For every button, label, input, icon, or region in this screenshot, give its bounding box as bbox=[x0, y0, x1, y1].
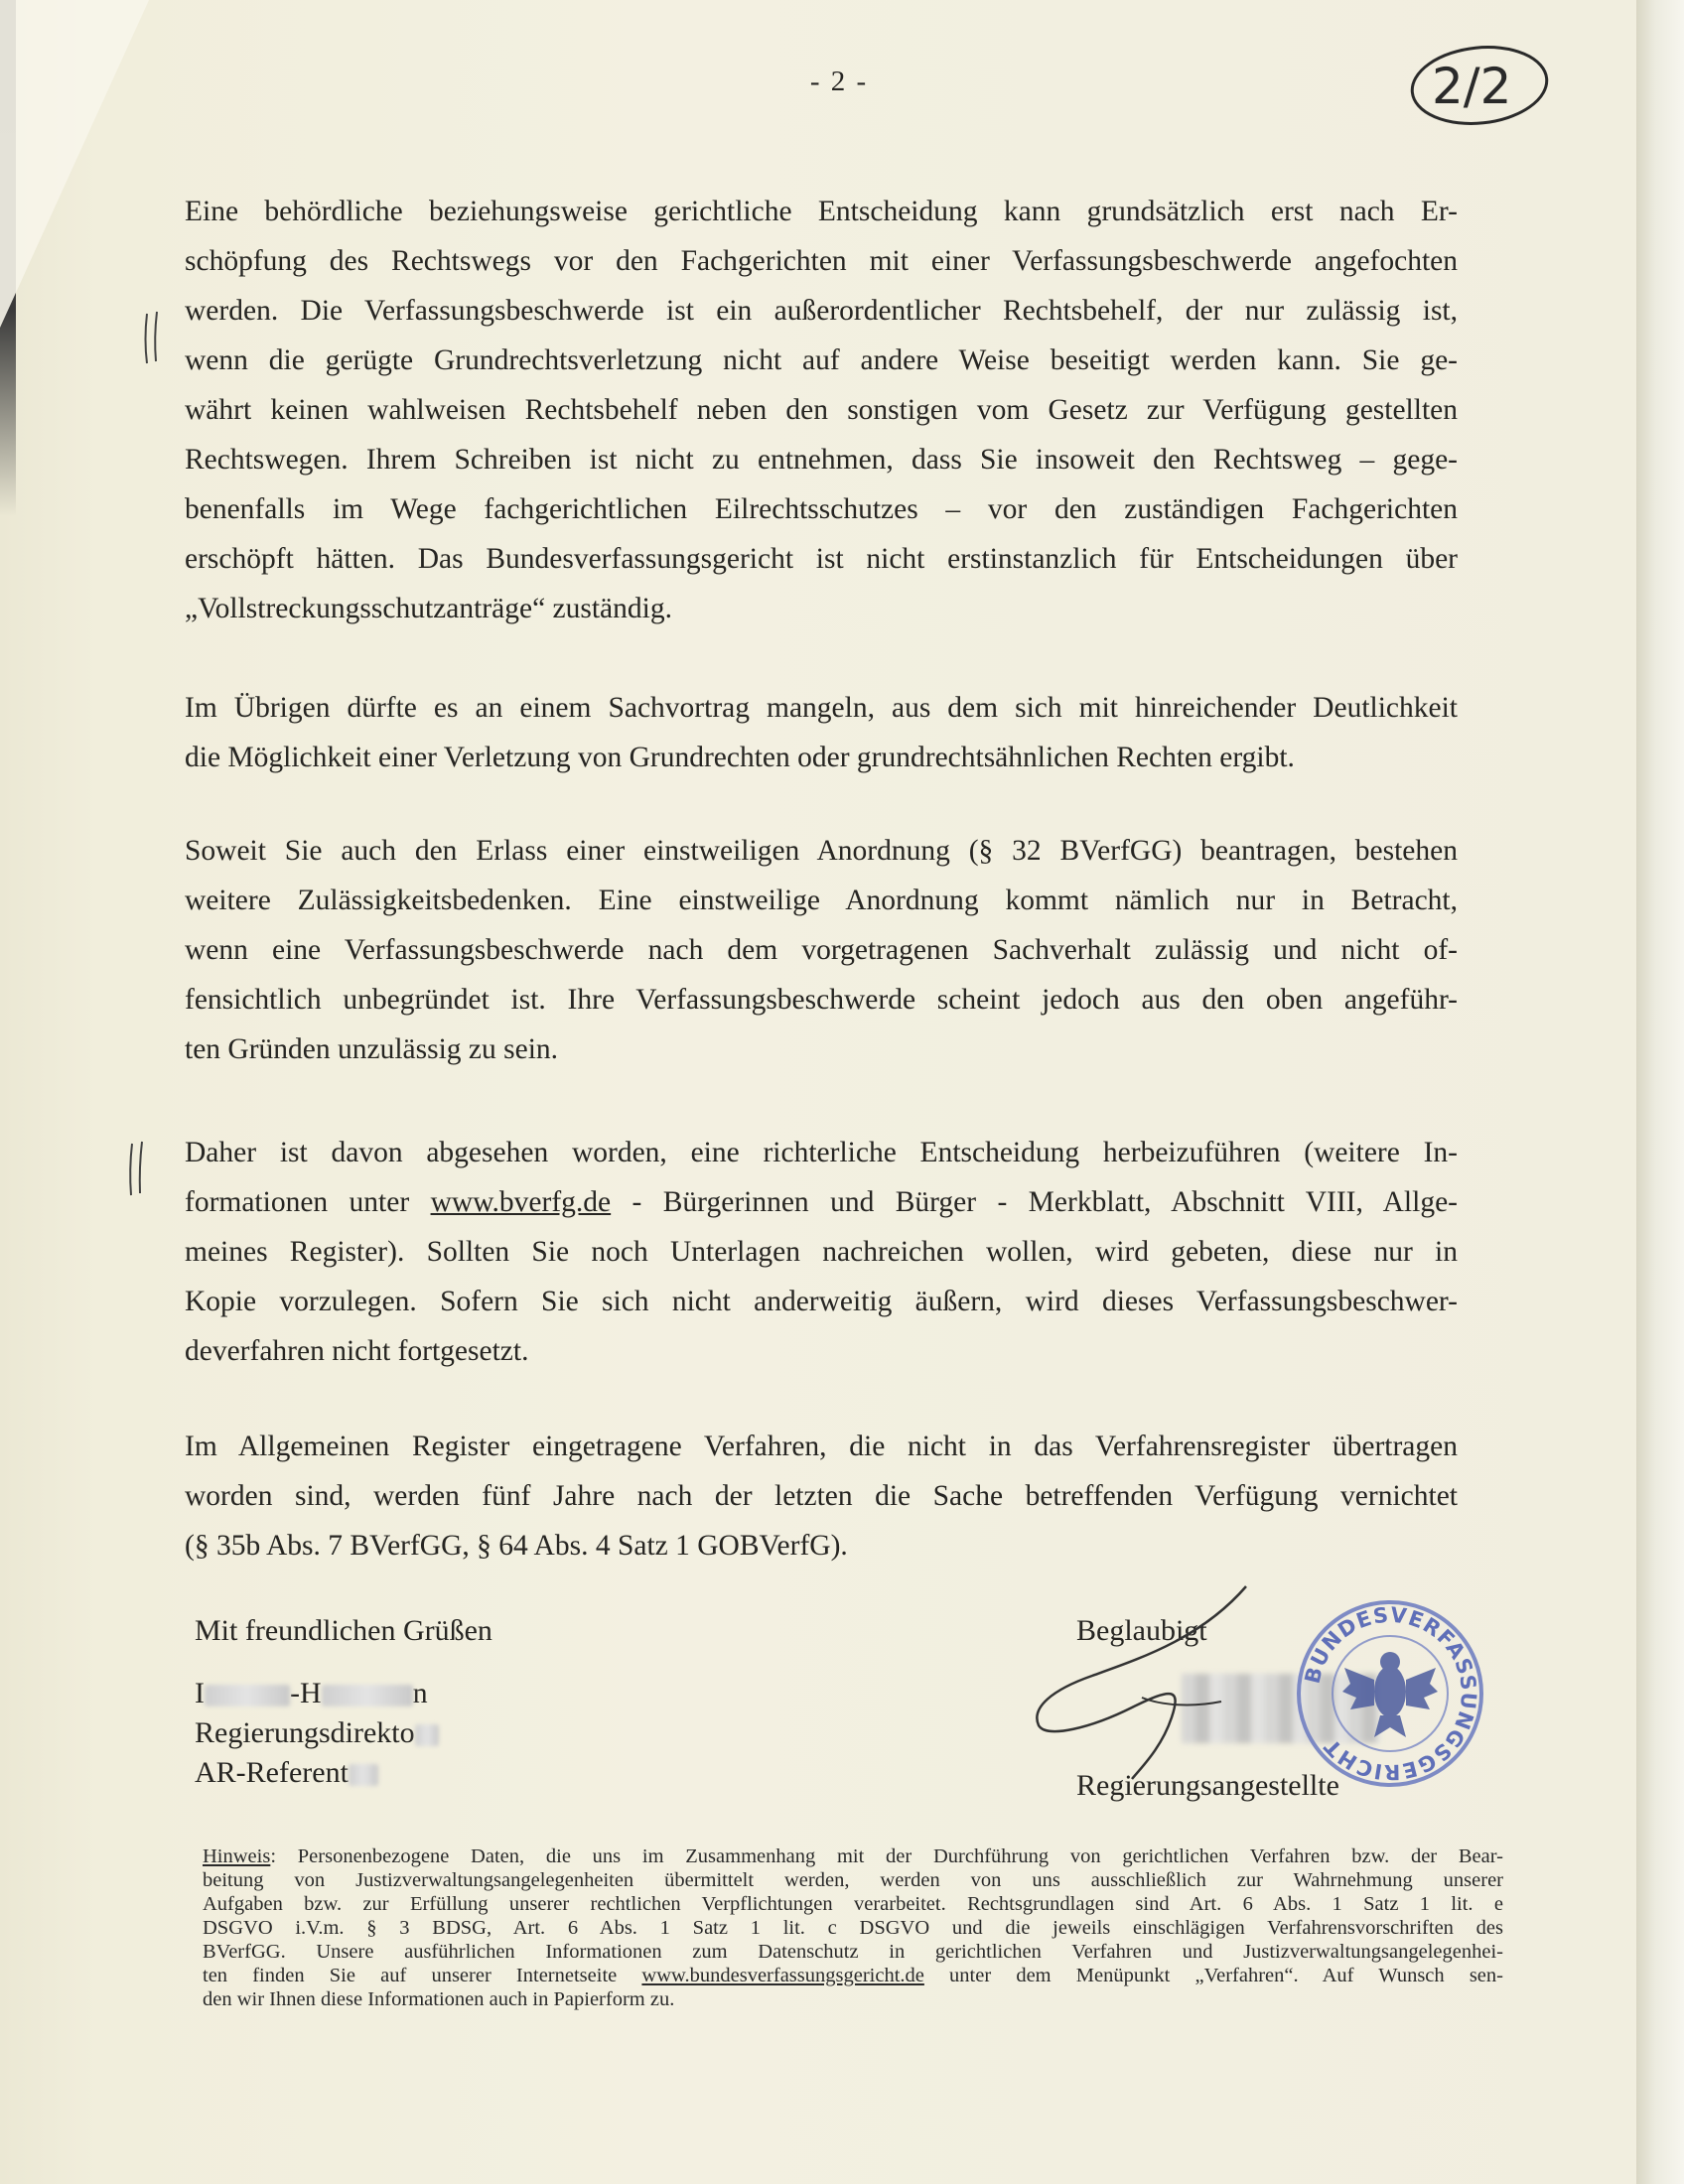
text-line: Aufgaben bzw. zur Erfüllung unserer rechtlichen Verpflichtungen verarbeitet. Rechtsgrundlagen sind Art. 6 Abs. 1 Satz 1 lit. e bbox=[203, 1893, 1503, 1915]
text-line: Im Übrigen dürfte es an einem Sachvortrag mangeln, aus dem sich mit hinreichender Deutlichkeit bbox=[185, 692, 1458, 724]
bverfg-link[interactable]: www.bverfg.de bbox=[430, 1186, 612, 1218]
certification-role: Regierungsangestellte bbox=[1076, 1769, 1339, 1802]
redacted-text bbox=[205, 1685, 290, 1706]
signer-role: AR-Referent bbox=[195, 1753, 439, 1793]
signer-block bbox=[195, 1674, 439, 1793]
signer-name: I -H n bbox=[195, 1677, 428, 1709]
court-seal bbox=[1291, 1594, 1489, 1793]
text-line: erschöpft hätten. Das Bundesverfassungsgericht ist nicht erstinstanzlich für Entscheidungen über bbox=[185, 543, 1458, 575]
text-line: benenfalls im Wege fachgerichtlichen Eilrechtsschutzes – vor den zuständigen Fachgerichten bbox=[185, 493, 1458, 525]
page-marker-text: 2/2 bbox=[1432, 58, 1512, 115]
text-line: Im Allgemeinen Register eingetragene Verfahren, die nicht in das Verfahrensregister übertragen bbox=[185, 1431, 1458, 1462]
text-segment: formationen unter bbox=[185, 1186, 431, 1218]
text-line: werden. Die Verfassungsbeschwerde ist ein außerordentlicher Rechtsbehelf, der nur zulässig ist, bbox=[185, 295, 1458, 327]
paragraph-decision bbox=[185, 1128, 1458, 1376]
seal-text: BUNDESVERFASSUNGSGERICHT bbox=[1300, 1602, 1481, 1785]
text-line: wenn eine Verfassungsbeschwerde nach dem vorgetragenen Sachverhalt zulässig und nicht of- bbox=[185, 934, 1458, 966]
text-line: DSGVO i.V.m. § 3 BDSG, Art. 6 Abs. 1 Satz 1 lit. c DSGVO und die jeweils einschlägigen Verfahrensvorschriften des bbox=[203, 1917, 1503, 1939]
folded-corner bbox=[0, 0, 149, 328]
text-line: Hinweis: Personenbezogene Daten, die uns im Zusammenhang mit der Durchführung von gerichtlichen Verfahren bzw. der Bear- bbox=[203, 1845, 1503, 1867]
text-line: Rechtswegen. Ihrem Schreiben ist nicht zu entnehmen, dass Sie insoweit den Rechtsweg – gege- bbox=[185, 444, 1458, 476]
text-line: „Vollstreckungsschutzanträge“ zuständig. bbox=[185, 593, 672, 624]
text-line: Eine behördliche beziehungsweise gerichtliche Entscheidung kann grundsätzlich erst nach Er- bbox=[185, 196, 1458, 227]
text-line bbox=[185, 1177, 1458, 1227]
closing-greeting: Mit freundlichen Grüßen bbox=[195, 1614, 492, 1647]
text-line: Kopie vorzulegen. Sofern Sie sich nicht anderweitig äußern, wird dieses Verfassungsbeschwer- bbox=[185, 1286, 1458, 1317]
text-line: beitung von Justizverwaltungsangelegenheiten übermittelt werden, werden von uns ausschließlich zur Wahrnehmung unserer bbox=[203, 1869, 1503, 1891]
text-line: ten Gründen unzulässig zu sein. bbox=[185, 1033, 559, 1065]
text-line: Soweit Sie auch den Erlass einer einstweiligen Anordnung (§ 32 BVerfGG) beantragen, bestehen bbox=[185, 835, 1458, 867]
redacted-text bbox=[415, 1724, 439, 1746]
text-line: wenn die gerügte Grundrechtsverletzung nicht auf andere Weise beseitigt werden kann. Sie ge- bbox=[185, 344, 1458, 376]
paragraph-legal-remedy bbox=[185, 187, 1458, 633]
notice-label: Hinweis bbox=[203, 1845, 271, 1867]
paragraph-injunction bbox=[185, 826, 1458, 1074]
redacted-text bbox=[322, 1685, 413, 1706]
text-line: fensichtlich unbegründet ist. Ihre Verfassungsbeschwerde scheint jedoch aus den oben angeführ- bbox=[185, 984, 1458, 1016]
margin-annotation-mark bbox=[123, 1140, 153, 1199]
text-line: BVerfGG. Unsere ausführlichen Informationen zum Datenschutz in gerichtlichen Verfahren und Justizverwaltungsangelegenhei- bbox=[203, 1941, 1503, 1963]
signer-title: Regierungsdirekto bbox=[195, 1713, 439, 1753]
paragraph-register bbox=[185, 1422, 1458, 1570]
handwritten-signature bbox=[1023, 1578, 1301, 1787]
paragraph-substantiation bbox=[185, 683, 1458, 782]
paper-edge bbox=[1636, 0, 1684, 2184]
court-website-link[interactable]: www.bundesverfassungsgericht.de bbox=[641, 1965, 924, 1986]
page-marker-circle bbox=[1400, 36, 1569, 145]
text-line: weitere Zulässigkeitsbedenken. Eine einstweilige Anordnung kommt nämlich nur in Betracht, bbox=[185, 885, 1458, 916]
text-line: worden sind, werden fünf Jahre nach der letzten die Sache betreffenden Verfügung vernichtet bbox=[185, 1480, 1458, 1512]
certification-label: Beglaubigt bbox=[1076, 1614, 1207, 1647]
eagle-icon bbox=[1342, 1652, 1438, 1737]
text-line: deverfahren nicht fortgesetzt. bbox=[185, 1335, 529, 1367]
text-line: schöpfung des Rechtswegs vor den Fachgerichten mit einer Verfassungsbeschwerde angefochten bbox=[185, 245, 1458, 277]
text-line: die Möglichkeit einer Verletzung von Grundrechten oder grundrechtsähnlichen Rechten ergibt. bbox=[185, 742, 1295, 773]
text-line: meines Register). Sollten Sie noch Unterlagen nachreichen wollen, wird gebeten, diese nur in bbox=[185, 1236, 1458, 1268]
page-number: - 2 - bbox=[809, 66, 869, 97]
text-segment: - Bürgerinnen und Bürger - Merkblatt, Abschnitt VIII, Allge- bbox=[611, 1186, 1458, 1218]
redacted-text bbox=[349, 1764, 378, 1786]
data-protection-notice bbox=[203, 1844, 1503, 2011]
text-line: ten finden Sie auf unserer Internetseite www.bundesverfassungsgericht.de unter dem Menüpunkt „Verfahren“. Auf Wunsch sen- bbox=[203, 1965, 1503, 1986]
text-line: (§ 35b Abs. 7 BVerfGG, § 64 Abs. 4 Satz 1 GOBVerfG). bbox=[185, 1530, 848, 1562]
text-line: Daher ist davon abgesehen worden, eine richterliche Entscheidung herbeizuführen (weitere In- bbox=[185, 1137, 1458, 1168]
text-line: währt keinen wahlweisen Rechtsbehelf neben den sonstigen vom Gesetz zur Verfügung gestellten bbox=[185, 394, 1458, 426]
margin-annotation-mark bbox=[139, 310, 169, 369]
text-line: den wir Ihnen diese Informationen auch in Papierform zu. bbox=[203, 1988, 675, 2010]
